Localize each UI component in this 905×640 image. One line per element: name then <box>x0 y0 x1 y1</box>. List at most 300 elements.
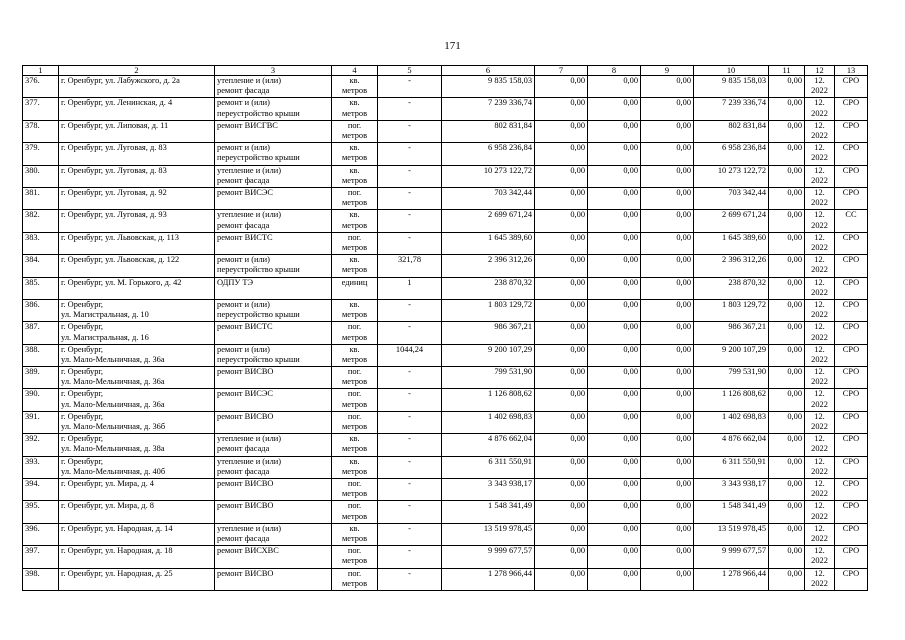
work-type-cell: утепление и (или) ремонт фасада <box>215 76 332 98</box>
quantity-cell: - <box>378 479 442 501</box>
total-cost-cell: 6 958 236,84 <box>442 143 535 165</box>
quantity-cell: - <box>378 434 442 456</box>
row-index: 393. <box>23 456 59 478</box>
address-cell: г. Оренбург, ул. Луговая, д. 83 <box>59 143 215 165</box>
column-number-5: 5 <box>378 66 442 76</box>
cost-col7-cell: 0,00 <box>535 523 588 545</box>
cost-col8-cell: 0,00 <box>588 456 641 478</box>
cost-col7-cell: 0,00 <box>535 299 588 321</box>
cost-col8-cell: 0,00 <box>588 434 641 456</box>
row-index: 391. <box>23 411 59 433</box>
cost-col11-cell: 0,00 <box>769 76 805 98</box>
cost-col7-cell: 0,00 <box>535 344 588 366</box>
table-row <box>23 456 868 478</box>
quantity-cell: - <box>378 120 442 142</box>
method-cell: СРО <box>835 277 868 299</box>
cost-col8-cell: 0,00 <box>588 143 641 165</box>
method-cell: СРО <box>835 344 868 366</box>
cost-col8-cell: 0,00 <box>588 479 641 501</box>
cost-col11-cell: 0,00 <box>769 210 805 232</box>
total-cost-cell: 1 402 698,83 <box>442 411 535 433</box>
cost-col11-cell: 0,00 <box>769 299 805 321</box>
cost-col7-cell: 0,00 <box>535 479 588 501</box>
cost-col9-cell: 0,00 <box>641 546 694 568</box>
row-index: 392. <box>23 434 59 456</box>
cost-col10-cell: 6 311 550,91 <box>694 456 769 478</box>
method-cell: СРО <box>835 434 868 456</box>
total-cost-cell: 2 699 671,24 <box>442 210 535 232</box>
row-index: 390. <box>23 389 59 411</box>
quantity-cell: - <box>378 389 442 411</box>
cost-col9-cell: 0,00 <box>641 277 694 299</box>
quantity-cell: 1 <box>378 277 442 299</box>
cost-col8-cell: 0,00 <box>588 322 641 344</box>
total-cost-cell: 703 342,44 <box>442 187 535 209</box>
cost-col9-cell: 0,00 <box>641 568 694 590</box>
unit-cell: кв. метров <box>332 165 378 187</box>
address-cell: г. Оренбург, ул. Луговая, д. 93 <box>59 210 215 232</box>
work-type-cell: ремонт ВИСЭС <box>215 389 332 411</box>
column-number-1: 1 <box>23 66 59 76</box>
unit-cell: пог. метров <box>332 232 378 254</box>
cost-col11-cell: 0,00 <box>769 143 805 165</box>
completion-date-cell: 12. 2022 <box>805 98 835 120</box>
cost-col7-cell: 0,00 <box>535 255 588 277</box>
row-index: 397. <box>23 546 59 568</box>
cost-col8-cell: 0,00 <box>588 389 641 411</box>
address-cell: г. Оренбург, ул. Львовская, д. 122 <box>59 255 215 277</box>
unit-cell: пог. метров <box>332 187 378 209</box>
unit-cell: кв. метров <box>332 98 378 120</box>
address-cell: г. Оренбург, ул. М. Горького, д. 42 <box>59 277 215 299</box>
cost-col8-cell: 0,00 <box>588 187 641 209</box>
cost-col10-cell: 6 958 236,84 <box>694 143 769 165</box>
table-row <box>23 120 868 142</box>
quantity-cell: - <box>378 232 442 254</box>
cost-col10-cell: 2 699 671,24 <box>694 210 769 232</box>
total-cost-cell: 4 876 662,04 <box>442 434 535 456</box>
completion-date-cell: 12. 2022 <box>805 76 835 98</box>
completion-date-cell: 12. 2022 <box>805 210 835 232</box>
work-type-cell: ремонт ВИСХВС <box>215 546 332 568</box>
cost-col11-cell: 0,00 <box>769 456 805 478</box>
method-cell: СРО <box>835 232 868 254</box>
table-row <box>23 568 868 590</box>
total-cost-cell: 10 273 122,72 <box>442 165 535 187</box>
total-cost-cell: 238 870,32 <box>442 277 535 299</box>
address-cell: г. Оренбург, ул. Луговая, д. 83 <box>59 165 215 187</box>
cost-col7-cell: 0,00 <box>535 187 588 209</box>
cost-col9-cell: 0,00 <box>641 501 694 523</box>
cost-col8-cell: 0,00 <box>588 523 641 545</box>
quantity-cell: - <box>378 546 442 568</box>
cost-col11-cell: 0,00 <box>769 367 805 389</box>
address-cell: г. Оренбург, ул. Липовая, д. 11 <box>59 120 215 142</box>
column-number-2: 2 <box>59 66 215 76</box>
cost-col10-cell: 703 342,44 <box>694 187 769 209</box>
completion-date-cell: 12. 2022 <box>805 299 835 321</box>
cost-col9-cell: 0,00 <box>641 255 694 277</box>
unit-cell: пог. метров <box>332 546 378 568</box>
cost-col10-cell: 799 531,90 <box>694 367 769 389</box>
table-row <box>23 411 868 433</box>
method-cell: СРО <box>835 299 868 321</box>
column-number-9: 9 <box>641 66 694 76</box>
cost-col11-cell: 0,00 <box>769 479 805 501</box>
cost-col7-cell: 0,00 <box>535 322 588 344</box>
total-cost-cell: 9 200 107,29 <box>442 344 535 366</box>
work-type-cell: ремонт и (или) переустройство крыши <box>215 255 332 277</box>
work-type-cell: утепление и (или) ремонт фасада <box>215 210 332 232</box>
work-type-cell: ремонт ВИСВО <box>215 479 332 501</box>
quantity-cell: - <box>378 210 442 232</box>
cost-col11-cell: 0,00 <box>769 187 805 209</box>
cost-col9-cell: 0,00 <box>641 411 694 433</box>
cost-col7-cell: 0,00 <box>535 434 588 456</box>
column-number-13: 13 <box>835 66 868 76</box>
method-cell: СРО <box>835 76 868 98</box>
total-cost-cell: 9 835 158,03 <box>442 76 535 98</box>
table-row <box>23 479 868 501</box>
cost-col9-cell: 0,00 <box>641 165 694 187</box>
cost-col9-cell: 0,00 <box>641 456 694 478</box>
column-number-8: 8 <box>588 66 641 76</box>
column-number-row <box>23 66 868 76</box>
unit-cell: единиц <box>332 277 378 299</box>
address-cell: г. Оренбург, ул. Народная, д. 25 <box>59 568 215 590</box>
table-row <box>23 523 868 545</box>
cost-col11-cell: 0,00 <box>769 165 805 187</box>
cost-col10-cell: 9 999 677,57 <box>694 546 769 568</box>
cost-col8-cell: 0,00 <box>588 411 641 433</box>
work-type-cell: ОДПУ ТЭ <box>215 277 332 299</box>
table-row <box>23 187 868 209</box>
row-index: 389. <box>23 367 59 389</box>
completion-date-cell: 12. 2022 <box>805 456 835 478</box>
method-cell: СРО <box>835 411 868 433</box>
cost-col11-cell: 0,00 <box>769 255 805 277</box>
quantity-cell: - <box>378 165 442 187</box>
cost-col10-cell: 1 548 341,49 <box>694 501 769 523</box>
cost-col7-cell: 0,00 <box>535 120 588 142</box>
table-row <box>23 277 868 299</box>
cost-col7-cell: 0,00 <box>535 456 588 478</box>
table-row <box>23 389 868 411</box>
total-cost-cell: 1 548 341,49 <box>442 501 535 523</box>
total-cost-cell: 1 803 129,72 <box>442 299 535 321</box>
quantity-cell: - <box>378 367 442 389</box>
completion-date-cell: 12. 2022 <box>805 120 835 142</box>
method-cell: СС <box>835 210 868 232</box>
table-row <box>23 344 868 366</box>
cost-col10-cell: 7 239 336,74 <box>694 98 769 120</box>
work-type-cell: ремонт и (или) переустройство крыши <box>215 98 332 120</box>
cost-col9-cell: 0,00 <box>641 389 694 411</box>
table-row <box>23 165 868 187</box>
cost-col7-cell: 0,00 <box>535 232 588 254</box>
unit-cell: пог. метров <box>332 322 378 344</box>
completion-date-cell: 12. 2022 <box>805 479 835 501</box>
cost-col8-cell: 0,00 <box>588 98 641 120</box>
total-cost-cell: 2 396 312,26 <box>442 255 535 277</box>
table-body <box>23 76 868 591</box>
cost-col11-cell: 0,00 <box>769 389 805 411</box>
unit-cell: кв. метров <box>332 210 378 232</box>
cost-col8-cell: 0,00 <box>588 232 641 254</box>
cost-col9-cell: 0,00 <box>641 322 694 344</box>
row-index: 398. <box>23 568 59 590</box>
address-cell: г. Оренбург, ул. Мало-Мельничная, д. 40б <box>59 456 215 478</box>
cost-col8-cell: 0,00 <box>588 210 641 232</box>
quantity-cell: - <box>378 322 442 344</box>
cost-col8-cell: 0,00 <box>588 277 641 299</box>
address-cell: г. Оренбург, ул. Ленинская, д. 4 <box>59 98 215 120</box>
work-type-cell: ремонт ВИСТС <box>215 232 332 254</box>
page-number: 171 <box>444 40 461 52</box>
cost-col10-cell: 1 645 389,60 <box>694 232 769 254</box>
cost-col9-cell: 0,00 <box>641 367 694 389</box>
cost-col9-cell: 0,00 <box>641 479 694 501</box>
table-row <box>23 98 868 120</box>
unit-cell: кв. метров <box>332 523 378 545</box>
column-number-11: 11 <box>769 66 805 76</box>
cost-col9-cell: 0,00 <box>641 299 694 321</box>
row-index: 380. <box>23 165 59 187</box>
completion-date-cell: 12. 2022 <box>805 523 835 545</box>
address-cell: г. Оренбург, ул. Мира, д. 8 <box>59 501 215 523</box>
cost-col11-cell: 0,00 <box>769 98 805 120</box>
cost-col9-cell: 0,00 <box>641 187 694 209</box>
completion-date-cell: 12. 2022 <box>805 255 835 277</box>
cost-col8-cell: 0,00 <box>588 255 641 277</box>
quantity-cell: 321,78 <box>378 255 442 277</box>
work-type-cell: ремонт ВИСТС <box>215 322 332 344</box>
unit-cell: кв. метров <box>332 456 378 478</box>
table-row <box>23 210 868 232</box>
column-number-10: 10 <box>694 66 769 76</box>
cost-col10-cell: 238 870,32 <box>694 277 769 299</box>
unit-cell: кв. метров <box>332 143 378 165</box>
cost-col11-cell: 0,00 <box>769 277 805 299</box>
cost-col10-cell: 10 273 122,72 <box>694 165 769 187</box>
cost-col9-cell: 0,00 <box>641 344 694 366</box>
table-row <box>23 434 868 456</box>
completion-date-cell: 12. 2022 <box>805 277 835 299</box>
table-row <box>23 546 868 568</box>
cost-col10-cell: 1 803 129,72 <box>694 299 769 321</box>
unit-cell: кв. метров <box>332 76 378 98</box>
cost-col11-cell: 0,00 <box>769 232 805 254</box>
work-type-cell: ремонт ВИСВО <box>215 411 332 433</box>
cost-col10-cell: 986 367,21 <box>694 322 769 344</box>
cost-col10-cell: 13 519 978,45 <box>694 523 769 545</box>
row-index: 383. <box>23 232 59 254</box>
cost-col10-cell: 9 835 158,03 <box>694 76 769 98</box>
cost-col11-cell: 0,00 <box>769 568 805 590</box>
cost-col7-cell: 0,00 <box>535 210 588 232</box>
row-index: 387. <box>23 322 59 344</box>
cost-col8-cell: 0,00 <box>588 546 641 568</box>
column-number-3: 3 <box>215 66 332 76</box>
cost-col7-cell: 0,00 <box>535 546 588 568</box>
cost-col7-cell: 0,00 <box>535 165 588 187</box>
unit-cell: кв. метров <box>332 255 378 277</box>
cost-col11-cell: 0,00 <box>769 120 805 142</box>
total-cost-cell: 13 519 978,45 <box>442 523 535 545</box>
work-type-cell: ремонт ВИСВО <box>215 501 332 523</box>
method-cell: СРО <box>835 568 868 590</box>
unit-cell: пог. метров <box>332 411 378 433</box>
method-cell: СРО <box>835 187 868 209</box>
table-row <box>23 255 868 277</box>
total-cost-cell: 799 531,90 <box>442 367 535 389</box>
cost-col7-cell: 0,00 <box>535 98 588 120</box>
address-cell: г. Оренбург, ул. Мира, д. 4 <box>59 479 215 501</box>
cost-col9-cell: 0,00 <box>641 143 694 165</box>
cost-col10-cell: 802 831,84 <box>694 120 769 142</box>
method-cell: СРО <box>835 143 868 165</box>
quantity-cell: - <box>378 76 442 98</box>
cost-col8-cell: 0,00 <box>588 344 641 366</box>
quantity-cell: 1044,24 <box>378 344 442 366</box>
table-row <box>23 76 868 98</box>
work-type-cell: ремонт ВИСВО <box>215 367 332 389</box>
table-row <box>23 322 868 344</box>
method-cell: СРО <box>835 120 868 142</box>
cost-col11-cell: 0,00 <box>769 411 805 433</box>
work-type-cell: ремонт ВИСГВС <box>215 120 332 142</box>
row-index: 385. <box>23 277 59 299</box>
row-index: 381. <box>23 187 59 209</box>
row-index: 378. <box>23 120 59 142</box>
completion-date-cell: 12. 2022 <box>805 367 835 389</box>
cost-col11-cell: 0,00 <box>769 344 805 366</box>
cost-col9-cell: 0,00 <box>641 76 694 98</box>
cost-col7-cell: 0,00 <box>535 501 588 523</box>
method-cell: СРО <box>835 546 868 568</box>
row-index: 377. <box>23 98 59 120</box>
address-cell: г. Оренбург, ул. Магистральная, д. 10 <box>59 299 215 321</box>
total-cost-cell: 986 367,21 <box>442 322 535 344</box>
cost-col10-cell: 4 876 662,04 <box>694 434 769 456</box>
table-row <box>23 367 868 389</box>
method-cell: СРО <box>835 98 868 120</box>
quantity-cell: - <box>378 568 442 590</box>
address-cell: г. Оренбург, ул. Мало-Мельничная, д. 36а <box>59 367 215 389</box>
cost-col9-cell: 0,00 <box>641 232 694 254</box>
address-cell: г. Оренбург, ул. Мало-Мельничная, д. 36а <box>59 344 215 366</box>
work-type-cell: ремонт и (или) переустройство крыши <box>215 299 332 321</box>
completion-date-cell: 12. 2022 <box>805 143 835 165</box>
table-row <box>23 143 868 165</box>
completion-date-cell: 12. 2022 <box>805 546 835 568</box>
method-cell: СРО <box>835 165 868 187</box>
unit-cell: кв. метров <box>332 344 378 366</box>
cost-col8-cell: 0,00 <box>588 367 641 389</box>
column-number-12: 12 <box>805 66 835 76</box>
total-cost-cell: 9 999 677,57 <box>442 546 535 568</box>
address-cell: г. Оренбург, ул. Мало-Мельничная, д. 36б <box>59 411 215 433</box>
address-cell: г. Оренбург, ул. Львовская, д. 113 <box>59 232 215 254</box>
completion-date-cell: 12. 2022 <box>805 411 835 433</box>
method-cell: СРО <box>835 523 868 545</box>
method-cell: СРО <box>835 367 868 389</box>
cost-col8-cell: 0,00 <box>588 165 641 187</box>
address-cell: г. Оренбург, ул. Магистральная, д. 16 <box>59 322 215 344</box>
total-cost-cell: 1 126 808,62 <box>442 389 535 411</box>
cost-col9-cell: 0,00 <box>641 523 694 545</box>
cost-col7-cell: 0,00 <box>535 367 588 389</box>
row-index: 382. <box>23 210 59 232</box>
total-cost-cell: 1 278 966,44 <box>442 568 535 590</box>
quantity-cell: - <box>378 456 442 478</box>
address-cell: г. Оренбург, ул. Народная, д. 18 <box>59 546 215 568</box>
cost-col8-cell: 0,00 <box>588 299 641 321</box>
cost-col9-cell: 0,00 <box>641 434 694 456</box>
quantity-cell: - <box>378 187 442 209</box>
row-index: 384. <box>23 255 59 277</box>
completion-date-cell: 12. 2022 <box>805 344 835 366</box>
cost-col11-cell: 0,00 <box>769 322 805 344</box>
table-row <box>23 501 868 523</box>
row-index: 394. <box>23 479 59 501</box>
work-type-cell: ремонт и (или) переустройство крыши <box>215 143 332 165</box>
work-type-cell: ремонт ВИСЭС <box>215 187 332 209</box>
quantity-cell: - <box>378 501 442 523</box>
cost-col10-cell: 2 396 312,26 <box>694 255 769 277</box>
completion-date-cell: 12. 2022 <box>805 568 835 590</box>
completion-date-cell: 12. 2022 <box>805 322 835 344</box>
work-type-cell: ремонт и (или) переустройство крыши <box>215 344 332 366</box>
cost-col7-cell: 0,00 <box>535 143 588 165</box>
quantity-cell: - <box>378 143 442 165</box>
method-cell: СРО <box>835 389 868 411</box>
cost-col7-cell: 0,00 <box>535 411 588 433</box>
quantity-cell: - <box>378 299 442 321</box>
completion-date-cell: 12. 2022 <box>805 434 835 456</box>
address-cell: г. Оренбург, ул. Народная, д. 14 <box>59 523 215 545</box>
row-index: 396. <box>23 523 59 545</box>
method-cell: СРО <box>835 479 868 501</box>
table-row <box>23 232 868 254</box>
completion-date-cell: 12. 2022 <box>805 165 835 187</box>
work-type-cell: утепление и (или) ремонт фасада <box>215 434 332 456</box>
completion-date-cell: 12. 2022 <box>805 501 835 523</box>
row-index: 395. <box>23 501 59 523</box>
method-cell: СРО <box>835 322 868 344</box>
cost-col9-cell: 0,00 <box>641 98 694 120</box>
cost-col10-cell: 9 200 107,29 <box>694 344 769 366</box>
total-cost-cell: 7 239 336,74 <box>442 98 535 120</box>
unit-cell: пог. метров <box>332 367 378 389</box>
column-number-7: 7 <box>535 66 588 76</box>
column-number-6: 6 <box>442 66 535 76</box>
cost-col8-cell: 0,00 <box>588 76 641 98</box>
address-cell: г. Оренбург, ул. Лабужского, д. 2а <box>59 76 215 98</box>
row-index: 376. <box>23 76 59 98</box>
quantity-cell: - <box>378 98 442 120</box>
cost-col8-cell: 0,00 <box>588 501 641 523</box>
unit-cell: пог. метров <box>332 120 378 142</box>
address-cell: г. Оренбург, ул. Мало-Мельничная, д. 36а <box>59 389 215 411</box>
method-cell: СРО <box>835 501 868 523</box>
address-cell: г. Оренбург, ул. Луговая, д. 92 <box>59 187 215 209</box>
row-index: 379. <box>23 143 59 165</box>
work-type-cell: утепление и (или) ремонт фасада <box>215 456 332 478</box>
cost-col8-cell: 0,00 <box>588 568 641 590</box>
cost-col7-cell: 0,00 <box>535 76 588 98</box>
unit-cell: пог. метров <box>332 389 378 411</box>
